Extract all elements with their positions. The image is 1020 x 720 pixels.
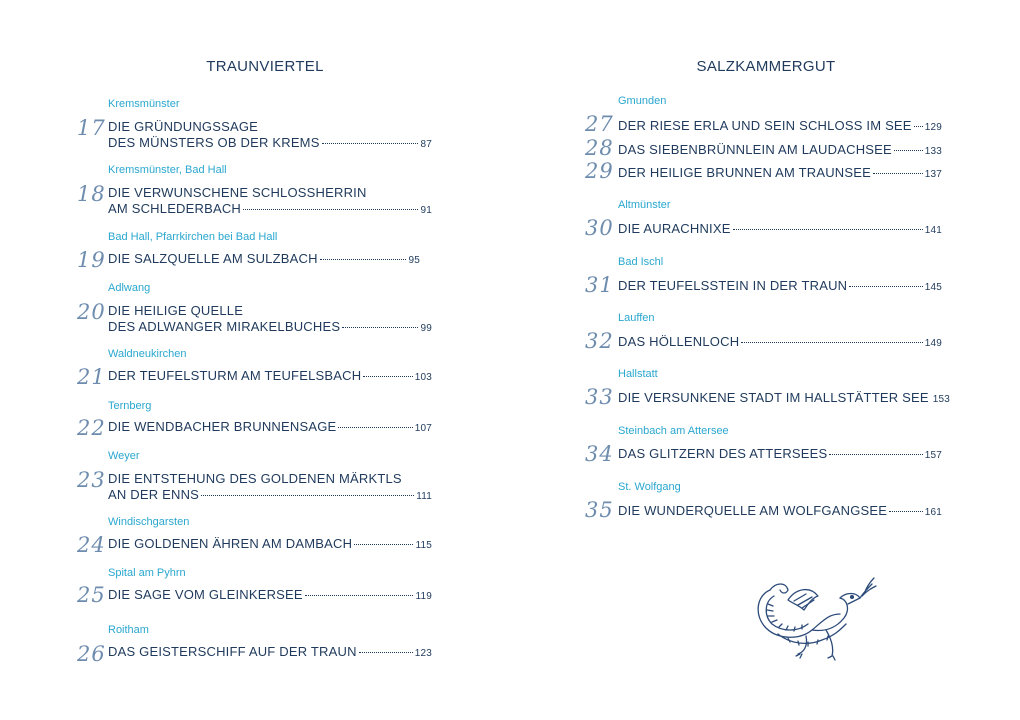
entry-title: DAS SIEBENBRÜNNLEIN AM LAUDACHSEE — [618, 142, 892, 157]
entry-page: 103 — [414, 372, 432, 383]
entry-number: 32 — [585, 329, 614, 353]
entry-page: 161 — [924, 507, 942, 518]
entry-page: 133 — [924, 146, 942, 157]
entry-number: 35 — [585, 498, 614, 522]
entry-title: DER HEILIGE BRUNNEN AM TRAUNSEE — [618, 165, 872, 180]
entry-page: 115 — [415, 540, 432, 551]
entry-page: 111 — [416, 491, 432, 502]
entry-location: Lauffen — [618, 312, 655, 324]
entry-title: DES ADLWANGER MIRAKELBUCHES — [108, 319, 341, 334]
entry-location: Kremsmünster, Bad Hall — [108, 164, 227, 176]
entry-location: Altmünster — [618, 199, 671, 211]
entry-location: Kremsmünster — [108, 98, 180, 110]
traunviertel-heading: TRAUNVIERTEL — [206, 58, 324, 75]
entry-number: 26 — [77, 642, 106, 666]
entry-title: DIE GOLDENEN ÄHREN AM DAMBACH — [108, 536, 353, 551]
entry-location: Ternberg — [108, 400, 152, 412]
entry-title: AM SCHLEDERBACH — [108, 201, 242, 216]
entry-page: 145 — [924, 282, 942, 293]
entry-number: 22 — [77, 416, 106, 440]
entry-title: DAS GLITZERN DES ATTERSEES — [618, 446, 828, 461]
entry-number: 27 — [585, 112, 614, 136]
entry-page: 153 — [932, 394, 951, 405]
entry-location: Gmunden — [618, 95, 667, 107]
entry-location: Adlwang — [108, 282, 151, 294]
entry-number: 21 — [77, 365, 106, 389]
entry-number: 17 — [77, 116, 106, 140]
entry-page: 157 — [924, 450, 942, 461]
entry-title: DAS GEISTERSCHIFF AUF DER TRAUN — [108, 644, 357, 659]
entry-number: 19 — [77, 248, 106, 272]
entry-page: 141 — [924, 225, 942, 236]
entry-location: Windischgarsten — [108, 516, 190, 528]
entry-number: 20 — [77, 300, 106, 324]
entry-number: 33 — [585, 385, 614, 409]
entry-number: 28 — [585, 136, 614, 160]
entry-page: 123 — [414, 648, 432, 659]
entry-page: 107 — [414, 423, 432, 434]
entry-number: 34 — [585, 442, 614, 466]
entry-location: Steinbach am Attersee — [618, 425, 729, 437]
entry-title: AN DER ENNS — [108, 487, 200, 502]
entry-page: 95 — [408, 255, 420, 266]
entry-page: 149 — [924, 338, 942, 349]
entry-number: 25 — [77, 583, 106, 607]
entry-title: DIE WENDBACHER BRUNNENSAGE — [108, 419, 337, 434]
salzkammergut-heading: SALZKAMMERGUT — [696, 58, 836, 75]
entry-title: DES MÜNSTERS OB DER KREMS — [108, 135, 320, 150]
entry-title-line: DIE GRÜNDUNGSSAGE — [108, 119, 259, 134]
entry-location: Bad Ischl — [618, 256, 664, 268]
entry-title: DIE SAGE VOM GLEINKERSEE — [108, 587, 303, 602]
entry-location: Weyer — [108, 450, 140, 462]
entry-title: DIE AURACHNIXE — [618, 221, 731, 236]
entry-number: 23 — [77, 468, 106, 492]
entry-number: 24 — [77, 533, 106, 557]
entry-title: DIE WUNDERQUELLE AM WOLFGANGSEE — [618, 503, 888, 518]
entry-location: Bad Hall, Pfarrkirchen bei Bad Hall — [108, 231, 278, 243]
entry-title-line: DIE ENTSTEHUNG DES GOLDENEN MÄRKTLS — [108, 471, 402, 486]
entry-title: DER TEUFELSSTEIN IN DER TRAUN — [618, 278, 848, 293]
entry-page: 137 — [924, 169, 942, 180]
entry-title: DER TEUFELSTURM AM TEUFELSBACH — [108, 368, 362, 383]
entry-number: 30 — [585, 216, 614, 240]
entry-page: 91 — [420, 205, 432, 216]
entry-title: DIE SALZQUELLE AM SULZBACH — [108, 251, 318, 266]
entry-number: 29 — [585, 159, 614, 183]
entry-number: 18 — [77, 182, 106, 206]
entry-location: Hallstatt — [618, 368, 658, 380]
dragon-illustration-icon — [748, 570, 878, 667]
entry-page: 99 — [420, 323, 432, 334]
entry-page: 87 — [420, 139, 432, 150]
entry-title: DER RIESE ERLA UND SEIN SCHLOSS IM SEE — [618, 118, 912, 133]
entry-title: DIE VERSUNKENE STADT IM HALLSTÄTTER SEE — [618, 390, 929, 405]
entry-number: 31 — [585, 273, 614, 297]
entry-page: 119 — [415, 591, 432, 602]
entry-location: Spital am Pyhrn — [108, 567, 186, 579]
entry-location: Waldneukirchen — [108, 348, 187, 360]
entry-title-line: DIE HEILIGE QUELLE — [108, 303, 244, 318]
entry-page: 129 — [924, 122, 942, 133]
entry-title: DAS HÖLLENLOCH — [618, 334, 740, 349]
entry-title-line: DIE VERWUNSCHENE SCHLOSSHERRIN — [108, 185, 367, 200]
entry-location: St. Wolfgang — [618, 481, 681, 493]
entry-location: Roitham — [108, 624, 149, 636]
